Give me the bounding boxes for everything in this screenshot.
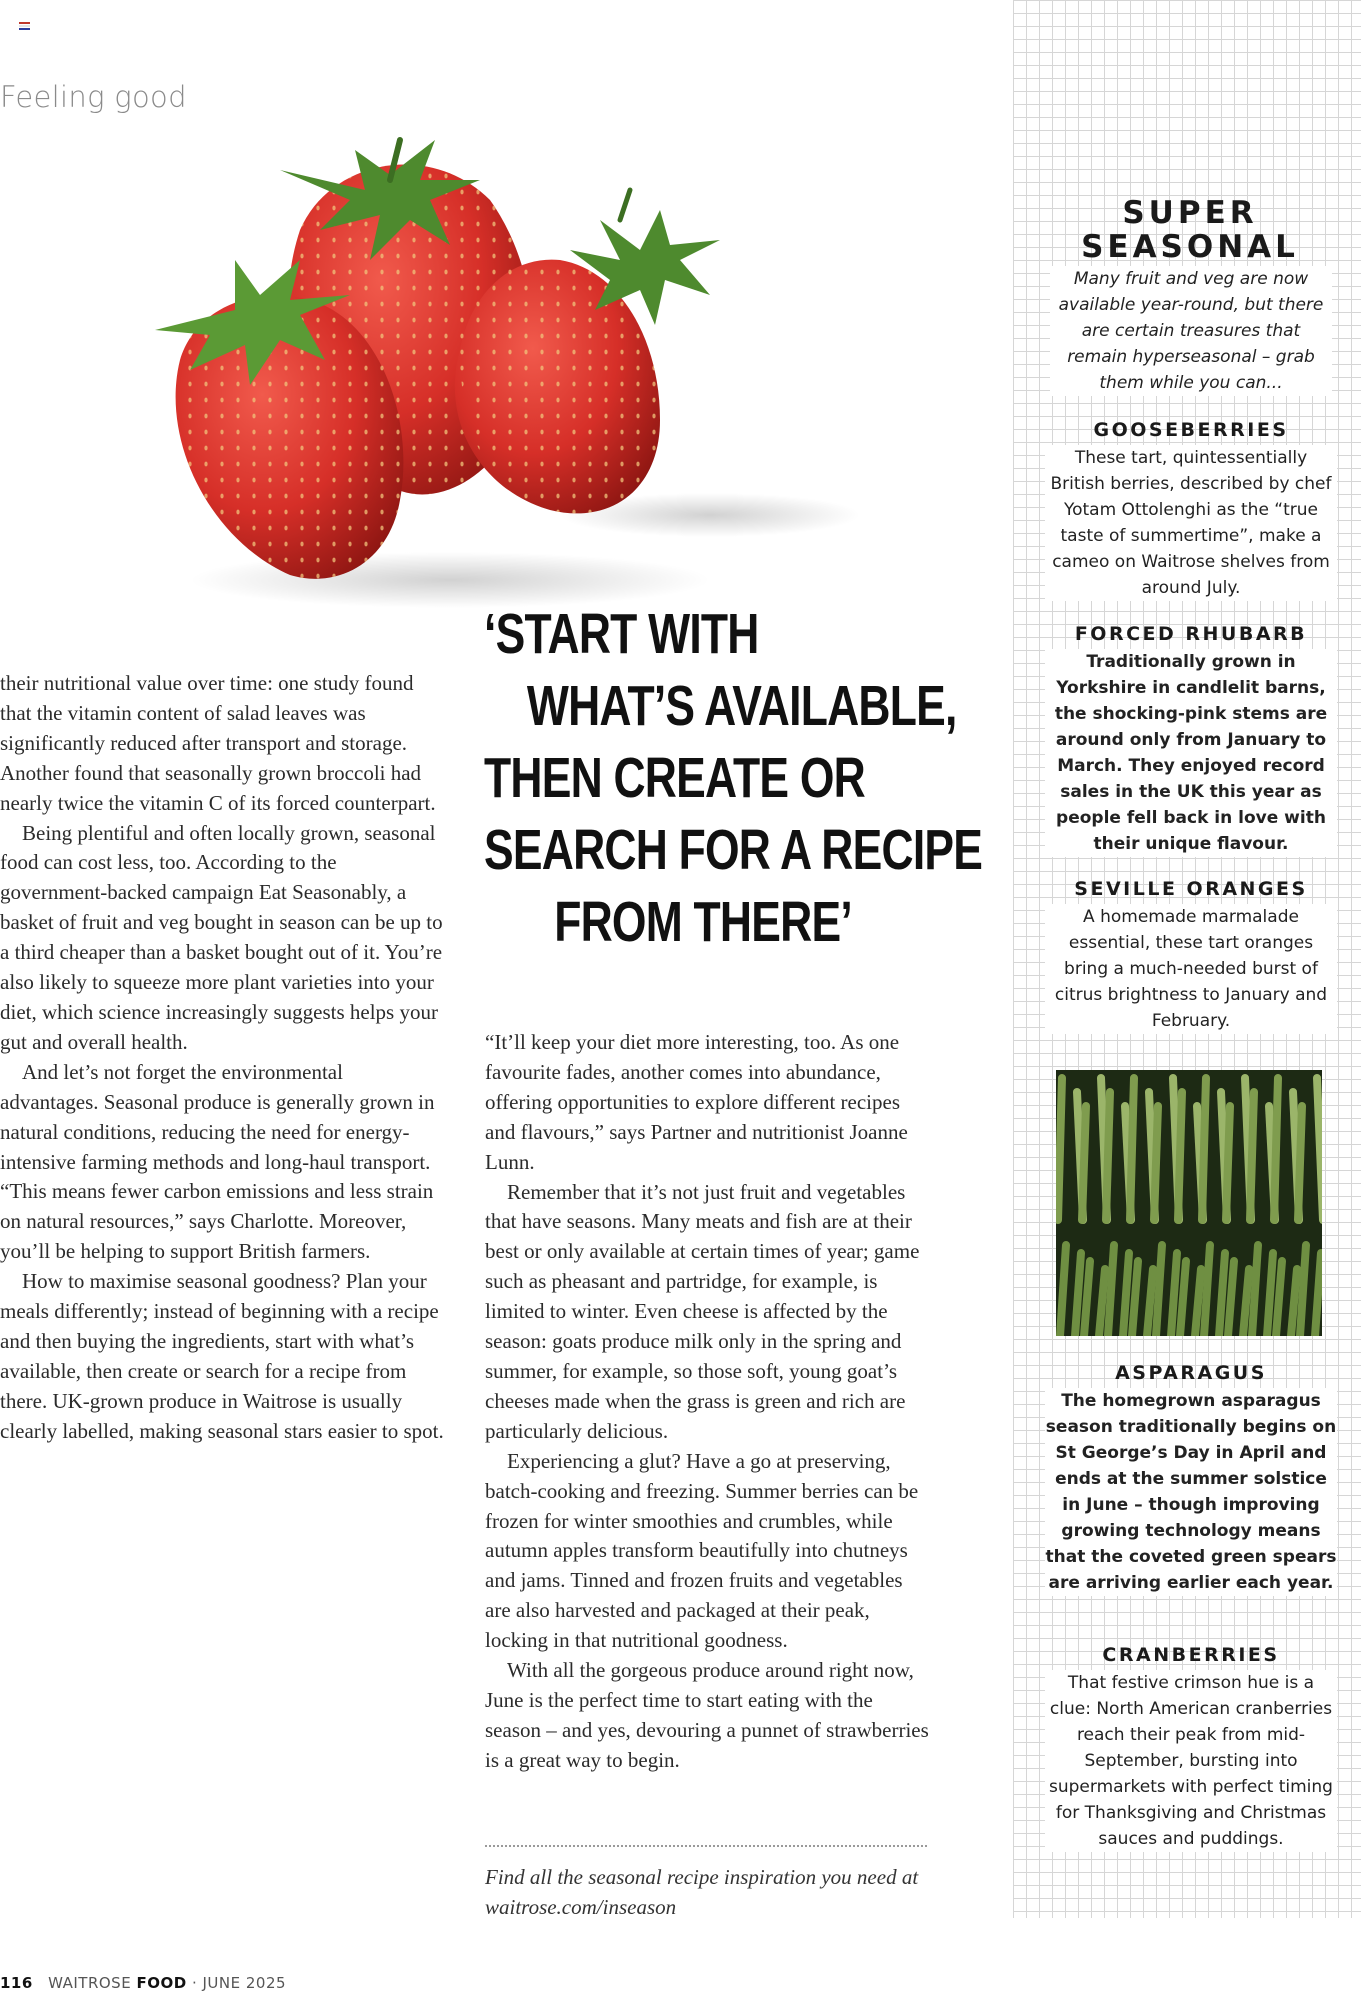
brand-bold: FOOD bbox=[136, 1974, 187, 1992]
seasonal-item-asparagus bbox=[1045, 1360, 1337, 1596]
seasonal-item-text: Traditionally grown in Yorkshire in candlelit barns, the shocking-pink stems are around only from January to March. They enjoyed record sales in the UK this year as people fell back in love with their unique flavour. bbox=[1045, 649, 1337, 857]
seasonal-item-cranberries bbox=[1045, 1642, 1337, 1852]
left-column bbox=[0, 669, 445, 1447]
seasonal-item-seville-oranges bbox=[1045, 876, 1337, 1034]
magazine-brand bbox=[48, 1974, 187, 1992]
seasonal-item-heading: FORCED RHUBARB bbox=[1074, 623, 1308, 645]
asparagus-spear bbox=[1250, 1092, 1254, 1220]
sidebar-title-line: SEASONAL bbox=[1081, 229, 1299, 265]
body-paragraph: their nutritional value over time: one study found that the vitamin content of salad leaves was significantly reduced after transport and storage. Another found that seasonally grown broccoli had nearly twice the vitamin C of its forced counterpart. bbox=[0, 671, 436, 815]
pull-quote bbox=[484, 598, 983, 958]
sidebar-intro: Many fruit and veg are now available year-round, but there are certain treasures that remain hyperseasonal – grab them while you can... bbox=[1050, 266, 1332, 396]
pull-quote-line: WHAT’S AVAILABLE, bbox=[526, 674, 957, 738]
sidebar-title-line: SUPER bbox=[1122, 195, 1258, 231]
seasonal-item-text: That festive crimson hue is a clue: North American cranberries reach their peak from mid-September, bursting into supermarkets with perfect timing for Thanksgiving and Christmas sauces and puddings. bbox=[1045, 1670, 1337, 1852]
asparagus-spear bbox=[1226, 1106, 1230, 1220]
asparagus-spear bbox=[1298, 1106, 1302, 1220]
dotted-divider bbox=[485, 1845, 927, 1847]
pull-quote-line: FROM THERE’ bbox=[554, 890, 852, 954]
body-paragraph: With all the gorgeous produce around right now, June is the perfect time to start eating with the season – and yes, devouring a punnet of strawberries is a great way to begin. bbox=[485, 1658, 929, 1772]
strawberries-image bbox=[150, 120, 980, 620]
seasonal-item-heading: CRANBERRIES bbox=[1102, 1644, 1280, 1666]
body-paragraph: How to maximise seasonal goodness? Plan your meals differently; instead of beginning with a recipe and then buying the ingredients, start with what’s available, then create or search for a recipe from there. UK-grown produce in Waitrose is usually clearly labelled, making seasonal stars easier to spot. bbox=[0, 1269, 444, 1443]
asparagus-spear bbox=[1082, 1106, 1086, 1220]
seasonal-item-forced-rhubarb bbox=[1045, 621, 1337, 857]
flag-icon bbox=[19, 22, 30, 29]
seasonal-item-heading: ASPARAGUS bbox=[1115, 1362, 1267, 1384]
seasonal-item-heading: SEVILLE ORANGES bbox=[1074, 878, 1308, 900]
asparagus-spear bbox=[1058, 1078, 1062, 1220]
asparagus-spear bbox=[1154, 1106, 1158, 1220]
body-paragraph: “It’ll keep your diet more interesting, too. As one favourite fades, another comes into abundance, offering opportunities to explore different recipes and flavours,” says Partner and nutritionist Joanne Lunn. bbox=[485, 1030, 908, 1174]
asparagus-spear bbox=[1274, 1078, 1278, 1220]
pull-quote-line: ‘START WITH bbox=[484, 602, 759, 666]
seasonal-item-text: These tart, quintessentially British berries, described by chef Yotam Ottolenghi as the “true taste of summertime”, make a cameo on Waitrose shelves from around July. bbox=[1045, 445, 1337, 601]
asparagus-spear bbox=[1202, 1078, 1206, 1220]
pull-quote-line: SEARCH FOR A RECIPE bbox=[484, 818, 983, 882]
page-number: 116 bbox=[0, 1974, 33, 1992]
section-label: Feeling good bbox=[0, 80, 187, 114]
recipe-link-callout[interactable]: Find all the seasonal recipe inspiration you need at waitrose.com/inseason bbox=[485, 1865, 919, 1919]
body-paragraph: Experiencing a glut? Have a go at preserving, batch-cooking and freezing. Summer berries can be frozen for winter smoothies and crumbles, while autumn apples transform beautifully into chutneys and jams. Tinned and frozen fruits and vegetables are also harvested and packaged at their peak, locking in that nutritional goodness. bbox=[485, 1448, 919, 1653]
sidebar-title bbox=[1030, 196, 1350, 264]
seasonal-item-text: A homemade marmalade essential, these tart oranges bring a much-needed burst of citrus brightness to January and February. bbox=[1045, 904, 1337, 1034]
issue-date: · JUNE 2025 bbox=[191, 1974, 287, 1992]
body-paragraph: And let’s not forget the environmental advantages. Seasonal produce is generally grown in natural conditions, reducing the need for energy-intensive farming methods and long-haul transport. “This means fewer carbon emissions and less strain on natural resources,” says Charlotte. Moreover, you’ll be helping to support British farmers. bbox=[0, 1059, 435, 1264]
pull-quote-line: THEN CREATE OR bbox=[484, 746, 865, 810]
body-paragraph: Being plentiful and often locally grown, seasonal food can cost less, too. According to the government-backed campaign Eat Seasonably, a basket of fruit and veg bought in season can be up to a third cheaper than a basket bought out of it. You’re also likely to squeeze more plant varieties into your diet, which science increasingly suggests helps your gut and overall health. bbox=[0, 820, 443, 1054]
middle-column bbox=[485, 1028, 930, 1776]
seasonal-item-text: The homegrown asparagus season traditionally begins on St George’s Day in April and ends at the summer solstice in June – though improving growing technology means that the coveted green spears are arriving earlier each year. bbox=[1045, 1388, 1337, 1596]
asparagus-image bbox=[1056, 1070, 1322, 1336]
seasonal-item-gooseberries bbox=[1045, 417, 1337, 601]
brand-light: WAITROSE bbox=[48, 1974, 132, 1992]
asparagus-spear bbox=[1178, 1092, 1182, 1220]
body-paragraph: Remember that it’s not just fruit and vegetables that have seasons. Many meats and fish are at their best or only available at certain times of year; game such as pheasant and partridge, for example, is limited to winter. Even cheese is affected by the season: goats produce milk only in the spring and summer, for example, so those soft, young goat’s cheeses made when the grass is green and rich are particularly delicious. bbox=[485, 1179, 920, 1443]
page-footer bbox=[0, 1974, 286, 1992]
asparagus-spear bbox=[1130, 1078, 1134, 1220]
asparagus-spear bbox=[1106, 1092, 1110, 1220]
seasonal-item-heading: GOOSEBERRIES bbox=[1093, 419, 1289, 441]
